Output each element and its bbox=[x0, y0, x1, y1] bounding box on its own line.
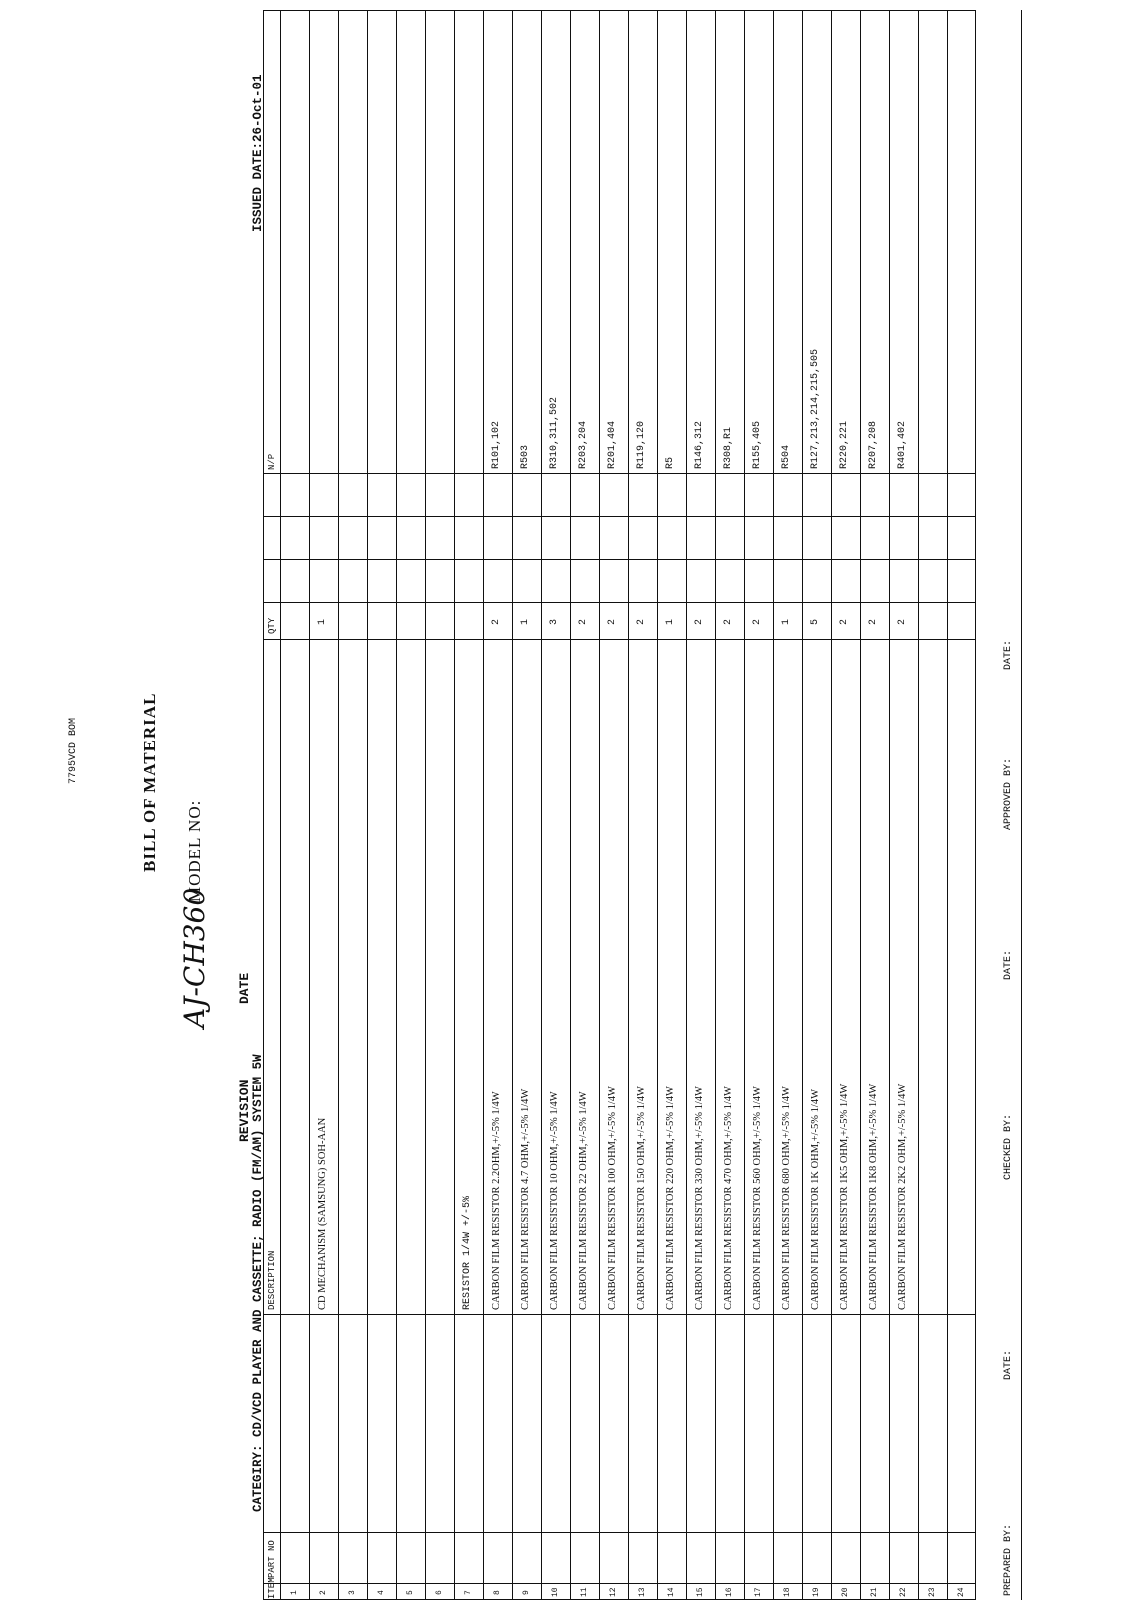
row-qty: 2 bbox=[839, 618, 850, 625]
col-header-description: DESCRIPTION bbox=[267, 1250, 277, 1310]
item-number: 14 bbox=[667, 1587, 676, 1597]
row-ref: R308,R1 bbox=[723, 426, 734, 469]
item-number: 8 bbox=[493, 1590, 502, 1595]
row-description: RESISTOR 1/4W +/-5% bbox=[462, 1195, 473, 1310]
doc-tag: 7795VCD BOM bbox=[68, 717, 79, 784]
col-header-qty: QTY bbox=[267, 617, 277, 634]
page-title: BILL OF MATERIAL bbox=[140, 692, 159, 872]
item-number: 24 bbox=[957, 1587, 966, 1597]
issued-date: ISSUED DATE:26-Oct-01 bbox=[251, 74, 265, 232]
checked-by-label: CHECKED BY: bbox=[1003, 1113, 1014, 1180]
row-ref: R207,208 bbox=[868, 420, 879, 469]
row-qty: 2 bbox=[578, 618, 589, 625]
row-description: CD MECHANISM (SAMSUNG) SOH-AAN bbox=[317, 1117, 328, 1310]
row-qty: 2 bbox=[491, 618, 502, 625]
row-qty: 3 bbox=[549, 618, 560, 625]
row-qty: 1 bbox=[781, 618, 792, 625]
row-ref: R127,213,214,215,505 bbox=[810, 348, 821, 469]
row-ref: R220,221 bbox=[839, 420, 850, 469]
item-number: 3 bbox=[348, 1590, 357, 1595]
row-description: CARBON FILM RESISTOR 680 OHM,+/-5% 1/4W bbox=[781, 1086, 792, 1310]
item-number: 5 bbox=[406, 1590, 415, 1595]
item-number: 23 bbox=[928, 1587, 937, 1597]
item-number: 22 bbox=[899, 1587, 908, 1597]
item-number: 11 bbox=[580, 1587, 589, 1597]
row-qty: 2 bbox=[897, 618, 908, 625]
item-number: 12 bbox=[609, 1587, 618, 1597]
item-number: 7 bbox=[464, 1590, 473, 1595]
row-qty: 2 bbox=[752, 618, 763, 625]
item-number: 6 bbox=[435, 1590, 444, 1595]
row-qty: 1 bbox=[665, 618, 676, 625]
row-qty: 5 bbox=[810, 618, 821, 625]
row-qty: 2 bbox=[607, 618, 618, 625]
row-description: CARBON FILM RESISTOR 1K8 OHM,+/-5% 1/4W bbox=[868, 1083, 879, 1310]
item-number: 18 bbox=[783, 1587, 792, 1597]
category-line: CATEGIRY: CD/VCD PLAYER AND CASSETTE; RADIO (FM/AM) SYSTEM 5W bbox=[251, 1054, 265, 1512]
row-qty: 2 bbox=[636, 618, 647, 625]
row-ref: R101,102 bbox=[491, 420, 502, 469]
item-number: 19 bbox=[812, 1587, 821, 1597]
item-number: 2 bbox=[319, 1590, 328, 1595]
prepared-by-label: PREPARED BY: bbox=[1003, 1523, 1014, 1596]
col-header-part-no: PART NO bbox=[267, 1540, 277, 1578]
row-ref: R201,404 bbox=[607, 420, 618, 469]
row-description: CARBON FILM RESISTOR 10 OHM,+/-5% 1/4W bbox=[549, 1091, 560, 1310]
prepared-date-label: DATE: bbox=[1003, 1349, 1014, 1380]
row-ref: R504 bbox=[781, 444, 792, 469]
item-number: 16 bbox=[725, 1587, 734, 1597]
col-header-np: N/P bbox=[267, 453, 277, 470]
item-number: 10 bbox=[551, 1587, 560, 1597]
model-number-handwritten: AJ-CH360 bbox=[178, 887, 211, 1028]
row-ref: R310,311,502 bbox=[549, 396, 560, 469]
checked-date-label: DATE: bbox=[1003, 949, 1014, 980]
item-number: 15 bbox=[696, 1587, 705, 1597]
row-qty: 2 bbox=[694, 618, 705, 625]
row-qty: 1 bbox=[317, 618, 328, 625]
row-qty: 1 bbox=[520, 618, 531, 625]
row-ref: R503 bbox=[520, 444, 531, 469]
date-label: DATE bbox=[237, 972, 252, 1004]
row-description: CARBON FILM RESISTOR 100 OHM,+/-5% 1/4W bbox=[607, 1086, 618, 1310]
row-ref: R155,405 bbox=[752, 420, 763, 469]
approved-by-label: APPROVED BY: bbox=[1003, 757, 1014, 830]
item-number: 13 bbox=[638, 1587, 647, 1597]
model-label: MODEL NO: bbox=[185, 799, 204, 902]
row-description: CARBON FILM RESISTOR 2.2OHM,+/-5% 1/4W bbox=[491, 1091, 502, 1310]
item-number: 9 bbox=[522, 1590, 531, 1595]
row-ref: R5 bbox=[665, 456, 676, 469]
item-number: 20 bbox=[841, 1587, 850, 1597]
approved-date-label: DATE: bbox=[1003, 639, 1014, 670]
row-ref: R146,312 bbox=[694, 420, 705, 469]
row-description: CARBON FILM RESISTOR 220 OHM,+/-5% 1/4W bbox=[665, 1086, 676, 1310]
row-ref: R401,402 bbox=[897, 420, 908, 469]
col-header-item: ITEM bbox=[267, 1577, 277, 1599]
row-ref: R203,204 bbox=[578, 420, 589, 469]
row-description: CARBON FILM RESISTOR 1K OHM,+/-5% 1/4W bbox=[810, 1089, 821, 1310]
row-description: CARBON FILM RESISTOR 470 OHM,+/-5% 1/4W bbox=[723, 1086, 734, 1310]
revision-label: REVISION bbox=[237, 1079, 252, 1142]
row-description: CARBON FILM RESISTOR 4.7 OHM,+/-5% 1/4W bbox=[520, 1088, 531, 1310]
row-description: CARBON FILM RESISTOR 330 OHM,+/-5% 1/4W bbox=[694, 1086, 705, 1310]
row-description: CARBON FILM RESISTOR 2K2 OHM,+/-5% 1/4W bbox=[897, 1083, 908, 1310]
bom-table bbox=[263, 10, 1023, 1600]
item-number: 1 bbox=[290, 1590, 299, 1595]
row-qty: 2 bbox=[868, 618, 879, 625]
row-ref: R119,120 bbox=[636, 420, 647, 469]
row-qty: 2 bbox=[723, 618, 734, 625]
row-description: CARBON FILM RESISTOR 1K5 OHM,+/-5% 1/4W bbox=[839, 1083, 850, 1310]
item-number: 21 bbox=[870, 1587, 879, 1597]
row-description: CARBON FILM RESISTOR 22 OHM,+/-5% 1/4W bbox=[578, 1091, 589, 1310]
item-number: 17 bbox=[754, 1587, 763, 1597]
item-number: 4 bbox=[377, 1590, 386, 1595]
row-description: CARBON FILM RESISTOR 150 OHM,+/-5% 1/4W bbox=[636, 1086, 647, 1310]
row-description: CARBON FILM RESISTOR 560 OHM,+/-5% 1/4W bbox=[752, 1086, 763, 1310]
